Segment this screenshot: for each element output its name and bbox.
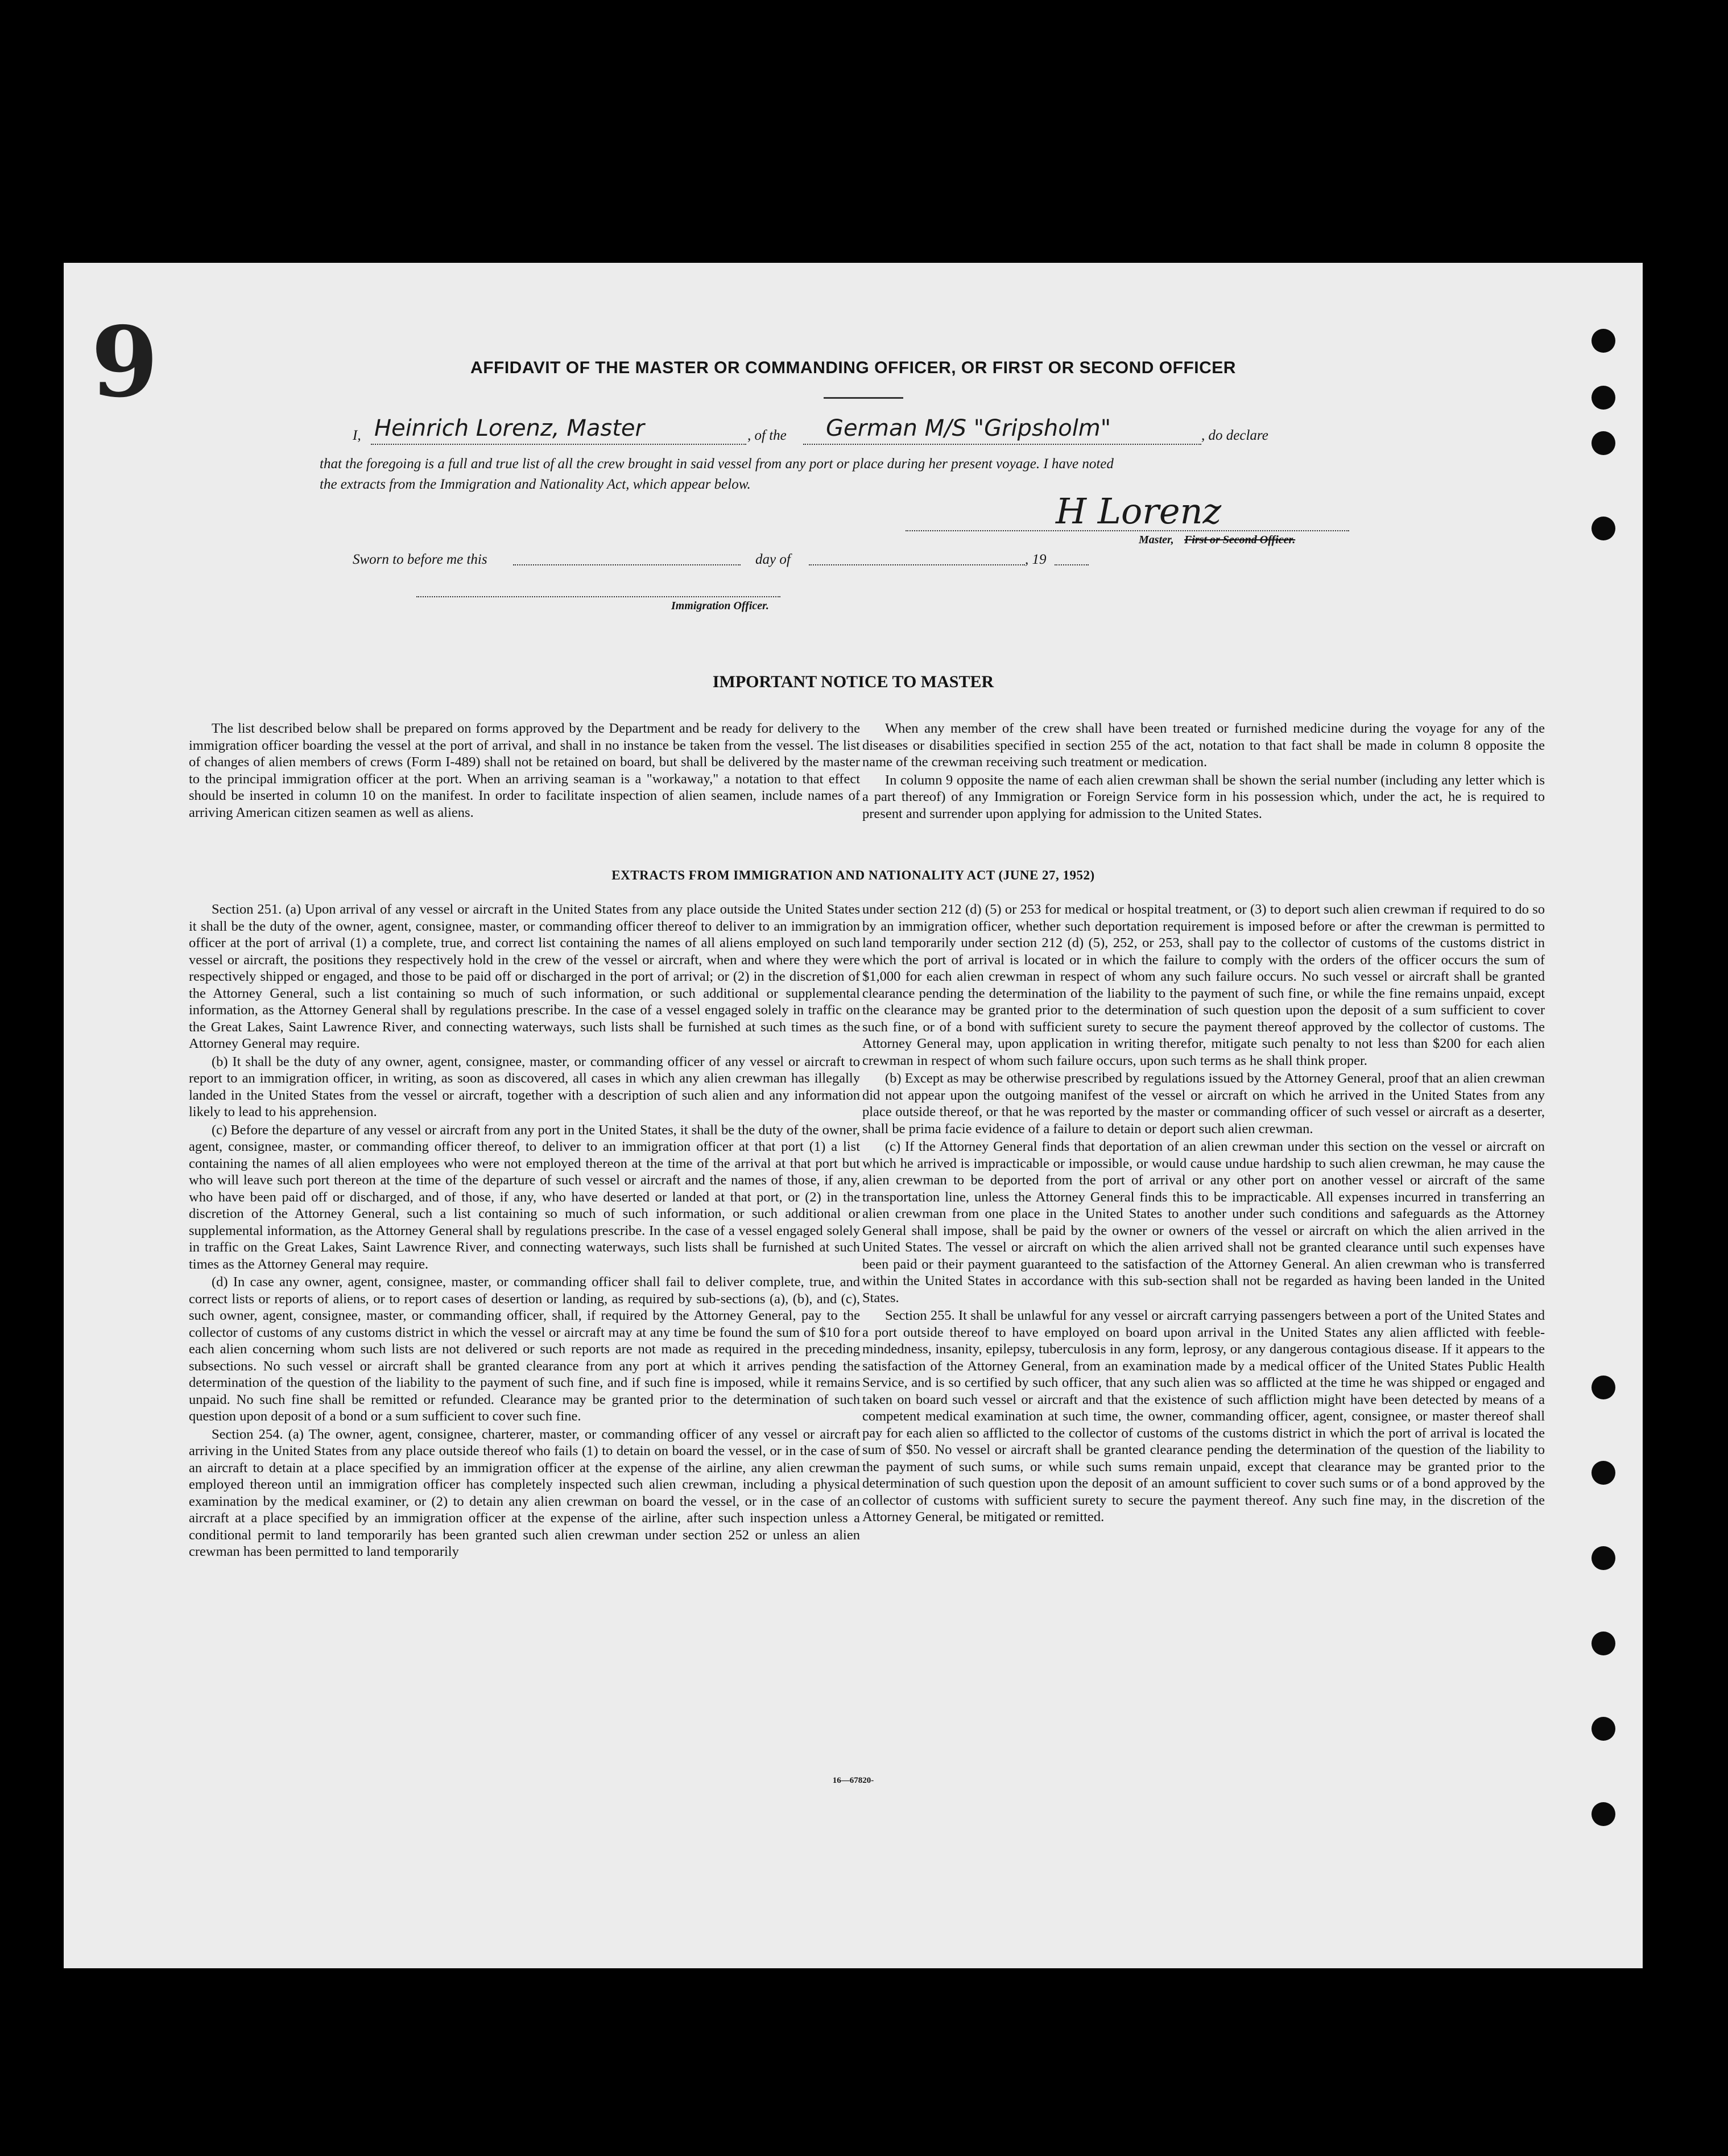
title-rule [824,397,903,399]
section-255: Section 255. It shall be unlawful for any vessel or aircraft carrying passengers between a port of the United States and a port outside thereof to have employed on board upon arrival in the United States any alien afflicted with feeble-mindedness, insanity, epilepsy, tuberculosis in any form, leprosy, or any dangerous contagious disease. If it appears to the satisfaction of the Attorney General, from an examination made by a medical officer of the United States Public Health Service, and is so certified by such officer, that any such alien was so afflicted at the time he was shipped or engaged and taken on board such vessel or aircraft and that the existence of such affliction might have been detected by means of a competent medical examination at such time, the owner, commanding officer, agent, consignee, or master thereof shall pay for each alien so afflicted to the collector of customs of the customs district in which the port of arrival is located the sum of $50. No vessel or aircraft shall be granted clearance pending the determination of the question of the liability to the payment of such sums, or while such sums remain unpaid, except that clearance may be granted prior to the determination of such question upon the deposit of an amount sufficient to cover such sums or of a bond approved by the collector of customs with sufficient surety to secure the payment thereof. Any such fine may, in the discretion of the Attorney General, be mitigated or remitted. [862,1308,1545,1525]
first-second-officer-label: First or Second Officer. [1184,534,1296,546]
section-251-c: (c) Before the departure of any vessel or aircraft from any port in the United States, it shall be the duty of the owner, agent, consignee, master, or commanding officer thereof, to deliver to an immigration officer at that port (1) a list containing the names of all alien employees who were not employed thereon at the time of the arrival at that port but who will leave such port thereon at the time of the departure of such vessel or aircraft and the names of those, if any, who have been paid off or discharged, and of those, if any, who have deserted or landed at that port, or (2) in the discretion of the Attorney General, such a list containing so much of such information, or such additional or supplemental information, as the Attorney General shall by regulations prescribe. In the case of a vessel engaged solely in traffic on the Great Lakes, Saint Lawrence River, and connecting waterways, such lists shall be furnished at such times as the Attorney General may require. [189,1122,860,1272]
punch-hole [1591,1632,1615,1655]
declaration-i: I, [353,428,361,443]
form-code: 16—67820- [832,1776,874,1785]
page-number: 9 [91,305,159,419]
vessel-line [803,444,1201,445]
vessel-name: German M/S "Gripsholm" [826,415,1111,441]
punch-hole [1591,386,1615,410]
section-251-d: (d) In case any owner, agent, consignee, master, or commanding officer shall fail to deliver complete, true, and correct lists or reports of aliens, or to report cases of desertion or landing, as required by sub-sections (a), (b), and (c), such owner, agent, consignee, master, or commanding officer, shall, if required by the Attorney General, pay to the collector of customs of any customs district in which the vessel or aircraft may at any time be found the sum of $10 for each alien concerning whom such lists are not delivered or such reports are not made as required in the preceding subsections. No such vessel or aircraft shall be granted clearance from any port at which it arrives pending the determination of the question of the liability to the payment of such fine, and if such fine is imposed, while it remains unpaid. No such fine shall be remitted or refunded. Clearance may be granted prior to the determination of such question upon deposit of a bond or a sum sufficient to cover such fine. [189,1274,860,1424]
declaration-line-2: that the foregoing is a full and true list of all the crew brought in said vessel from any port or place during her present voyage. I have noted [320,456,1114,472]
sworn-label: Sworn to before me this [353,552,487,567]
notice-left-paragraph: The list described below shall be prepared on forms approved by the Department and be ready for delivery to the immigration officer boarding the vessel at the port of arrival, and shall in no instance be taken from the vessel. The list of changes of alien members of crews (Form I-489) shall not be retained on board, but shall be delivered by the master to the principal immigration officer at the port. When an arriving seaman is a "workaway," a notation to that effect should be inserted in column 10 on the manifest. In order to facilitate inspection of alien seamen, include names of arriving American citizen seamen as well as aliens. [189,721,860,820]
master-label: Master, [1139,534,1174,546]
master-signature: H Lorenz [1056,490,1222,532]
master-name: Heinrich Lorenz, Master [374,415,644,441]
section-254-c: (c) If the Attorney General finds that deportation of an alien crewman under this section on the vessel or aircraft on which he arrived is impracticable or impossible, or would cause undue hardship to such alien crewman, he may cause the alien crewman to be deported from the port of arrival or any other port on another vessel or aircraft of the same transportation line, unless the Attorney General finds this to be impracticable. All expenses incurred in transferring an alien crewman from one place in the United States to another under such conditions and safeguards as the Attorney General shall impose, shall be paid by the owner or owners of the vessel or aircraft on which the alien arrived in the United States. The vessel or aircraft on which the alien arrived shall not be granted clearance until such expenses have been paid or their payment guaranteed to the satisfaction of the Attorney General. An alien crewman who is transferred within the United States in accordance with this sub-section shall not be regarded as having been landed in the United States. [862,1139,1545,1306]
day-blank [809,564,1025,565]
notice-right-column [862,720,1545,823]
extracts-right-column [862,901,1545,1527]
punch-hole [1591,1376,1615,1399]
extracts-title: EXTRACTS FROM IMMIGRATION AND NATIONALITY ACT (JUNE 27, 1952) [611,868,1095,882]
name-line [371,444,746,445]
punch-hole [1591,1802,1615,1826]
section-251-b: (b) It shall be the duty of any owner, agent, consignee, master, or commanding officer of any vessel or aircraft to report to an immigration officer, in writing, as soon as discovered, all cases in which any alien crewman has illegally landed in the United States from the vessel or aircraft, together with a description of such alien and any information likely to lead to his apprehension. [189,1054,860,1120]
year-blank [1055,564,1089,565]
section-254-b: (b) Except as may be otherwise prescribed by regulations issued by the Attorney General, proof that an alien crewman did not appear upon the outgoing manifest of the vessel or aircraft on which he arrived in the United States from any place outside thereof, or that he was reported by the master or commanding officer of such vessel or aircraft as a deserter, shall be prima facie evidence of a failure to detain or deport such alien crewman. [862,1071,1545,1137]
punch-hole [1591,1717,1615,1741]
year-label: , 19 [1025,552,1047,567]
declaration-line-3: the extracts from the Immigration and Nationality Act, which appear below. [320,477,751,492]
notice-right-paragraph-2: In column 9 opposite the name of each alien crewman shall be shown the serial number (including any letter which is a part thereof) of any Immigration or Foreign Service form in his possession which, under the act, he is required to present and surrender upon applying for admission to the United States. [862,772,1545,821]
sworn-blank [513,564,741,565]
declaration-of-the: , of the [747,428,787,443]
punch-hole [1591,431,1615,455]
punch-hole [1591,517,1615,540]
section-254-a: Section 254. (a) The owner, agent, consignee, charterer, master, or commanding officer of any vessel or aircraft arriving in the United States from any place outside thereof who fails (1) to detain on board the vessel, or in the case of an aircraft to detain at a place specified by an immigration officer at the expense of the airline, any alien crewman employed thereon until an immigration officer has completely inspected such alien crewman, including a physical examination by the medical examiner, or (2) to detain any alien crewman on board the vessel, or in the case of an aircraft at a place specified by an immigration officer at the expense of the airline, after such inspection unless a conditional permit to land temporarily has been granted such alien crewman under section 252 or unless an alien crewman has been permitted to land temporarily [189,1426,860,1559]
punch-hole [1591,1461,1615,1485]
notice-right-paragraph-1: When any member of the crew shall have been treated or furnished medicine during the voyage for any of the diseases or disabilities specified in section 255 of the act, notation to that fact shall be made in column 8 opposite the name of the crewman receiving such treatment or medication. [862,721,1545,770]
section-254-a-continued: under section 212 (d) (5) or 253 for medical or hospital treatment, or (3) to deport such alien crewman if required to do so by an immigration officer, whether such deportation requirement is imposed before or after the crewman is permitted to land temporarily under section 212 (d) (5), 252, or 253, shall pay to the collector of customs of the customs district in which the port of arrival is located or in which the failure to comply with the orders of the officer occurs the sum of $1,000 for each alien crewman in respect of whom any such failure occurs. No such vessel or aircraft shall be granted clearance pending the determination of the liability to the payment of such fine, or while the fine remains unpaid, except the clearance may be granted prior to the determination of such question upon the deposit of a sum sufficient to cover such fine, or of a bond with sufficient surety to secure the payment thereof approved by the collector of customs. The Attorney General may, upon application in writing therefor, mitigate such penalty to not less than $200 for each alien crewman in respect of whom such failure occurs, upon such terms as he shall think proper. [862,902,1545,1068]
affidavit-title: AFFIDAVIT OF THE MASTER OR COMMANDING OFFICER, OR FIRST OR SECOND OFFICER [470,358,1236,377]
immigration-officer-label: Immigration Officer. [671,600,769,612]
officer-signature-line [416,596,780,597]
affidavit-page [64,263,1643,1968]
section-251-a: Section 251. (a) Upon arrival of any vessel or aircraft in the United States from any place outside the United States it shall be the duty of the owner, agent, consignee, master, or commanding officer thereof to deliver to an immigration officer at the port of arrival (1) a complete, true, and correct list containing the names of all aliens employed on such vessel or aircraft, the positions they respectively hold in the crew of the vessel or aircraft, when and where they were respectively shipped or engaged, and those to be paid off or discharged in the port of arrival; or (2) in the discretion of the Attorney General, such a list containing so much of such information, or such additional or supplemental information, as the Attorney General shall by regulations prescribe. In the case of a vessel engaged solely in traffic on the Great Lakes, Saint Lawrence River, and connecting waterways, such lists shall be furnished at such times as the Attorney General may require. [189,902,860,1051]
punch-hole [1591,329,1615,353]
day-of-label: day of [755,552,791,567]
punch-hole [1591,1546,1615,1570]
declaration-do-declare: , do declare [1201,428,1268,443]
extracts-left-column [189,901,860,1562]
notice-left-column [189,720,860,822]
signature-line [906,530,1349,531]
notice-title: IMPORTANT NOTICE TO MASTER [712,672,994,691]
